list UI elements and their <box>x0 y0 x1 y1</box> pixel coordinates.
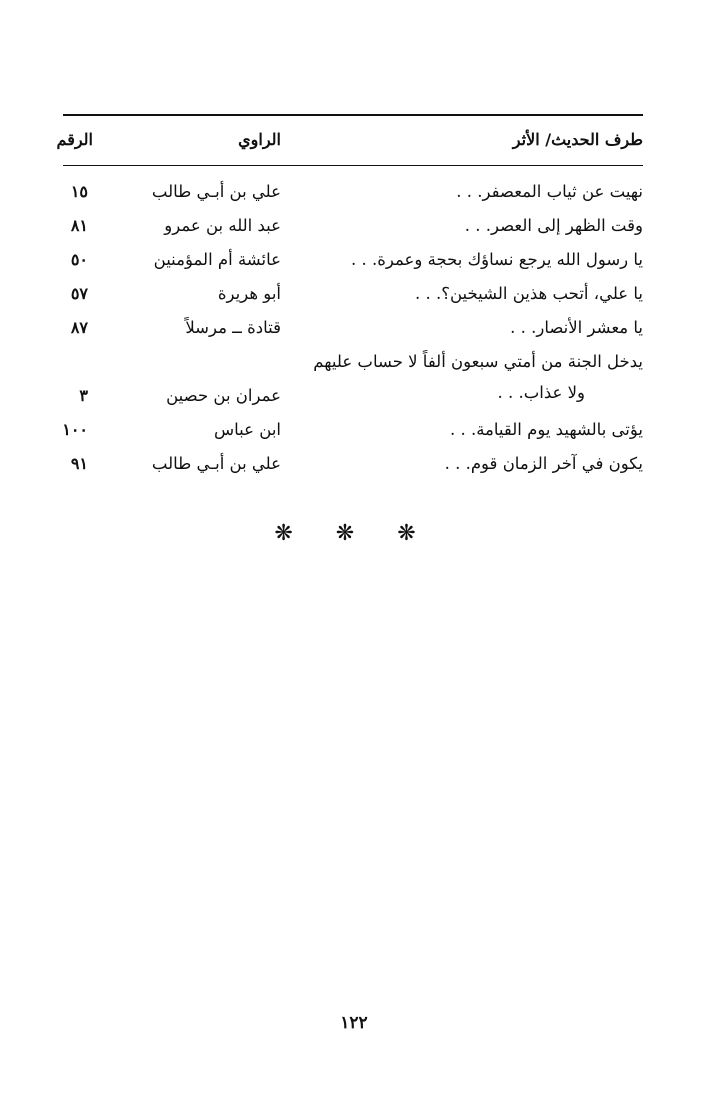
hadith-text: يؤتى بالشهيد يوم القيامة. . . <box>449 420 643 439</box>
table-row <box>63 314 643 348</box>
rawi-name: علي بن أبـي طالب <box>151 454 281 473</box>
rawi-name: عائشة أم المؤمنين <box>153 250 281 269</box>
table-header <box>56 124 643 160</box>
page-number: ١٢٢ <box>340 1013 368 1033</box>
header-hadith: طرف الحديث/ الأثر <box>512 130 643 149</box>
hadith-number: ٥٧ <box>70 284 88 303</box>
section-separator: ❋ ❋ ❋ <box>274 521 434 546</box>
rawi-name: ابن عباس <box>214 420 281 439</box>
header-rule <box>63 165 643 166</box>
hadith-number: ٩١ <box>70 454 88 473</box>
table-row <box>63 246 643 280</box>
rawi-name: أبو هريرة <box>217 284 281 303</box>
table-row <box>63 212 643 246</box>
rawi-name: عمران بن حصين <box>166 386 281 405</box>
rawi-name: قتادة ــ مرسلاً <box>185 318 281 337</box>
hadith-number: ٨١ <box>70 216 88 235</box>
rawi-name: علي بن أبـي طالب <box>151 182 281 201</box>
hadith-text-line1: يدخل الجنة من أمتي سبعون ألفاً لا حساب عليهم <box>313 352 643 371</box>
hadith-text: وقت الظهر إلى العصر. . . <box>464 216 643 235</box>
rawi-name: عبد الله بن عمرو <box>164 216 281 235</box>
table-row <box>63 280 643 314</box>
table-row <box>63 450 643 484</box>
hadith-text: يا معشر الأنصار. . . <box>510 318 643 337</box>
hadith-number: ٣ <box>79 386 88 405</box>
hadith-text-line2: ولا عذاب. . . <box>497 383 585 402</box>
hadith-number: ٥٠ <box>70 250 88 269</box>
hadith-text: يا علي، أتحب هذين الشيخين؟. . . <box>414 284 643 303</box>
hadith-text <box>313 352 643 402</box>
table-row <box>63 348 643 416</box>
top-rule <box>63 114 643 116</box>
hadith-text: يا رسول الله يرجع نساؤك بحجة وعمرة. . . <box>351 250 643 269</box>
hadith-number: ٨٧ <box>70 318 88 337</box>
hadith-index-table <box>63 178 643 484</box>
hadith-text: نهيت عن ثياب المعصفر. . . <box>456 182 643 201</box>
hadith-number: ١٥ <box>70 182 88 201</box>
header-rawi: الراوي <box>238 130 281 149</box>
hadith-number: ١٠٠ <box>62 420 88 439</box>
table-row <box>63 178 643 212</box>
table-row <box>63 416 643 450</box>
header-number: الرقم <box>56 130 93 149</box>
hadith-text: يكون في آخر الزمان قوم. . . <box>444 454 643 473</box>
